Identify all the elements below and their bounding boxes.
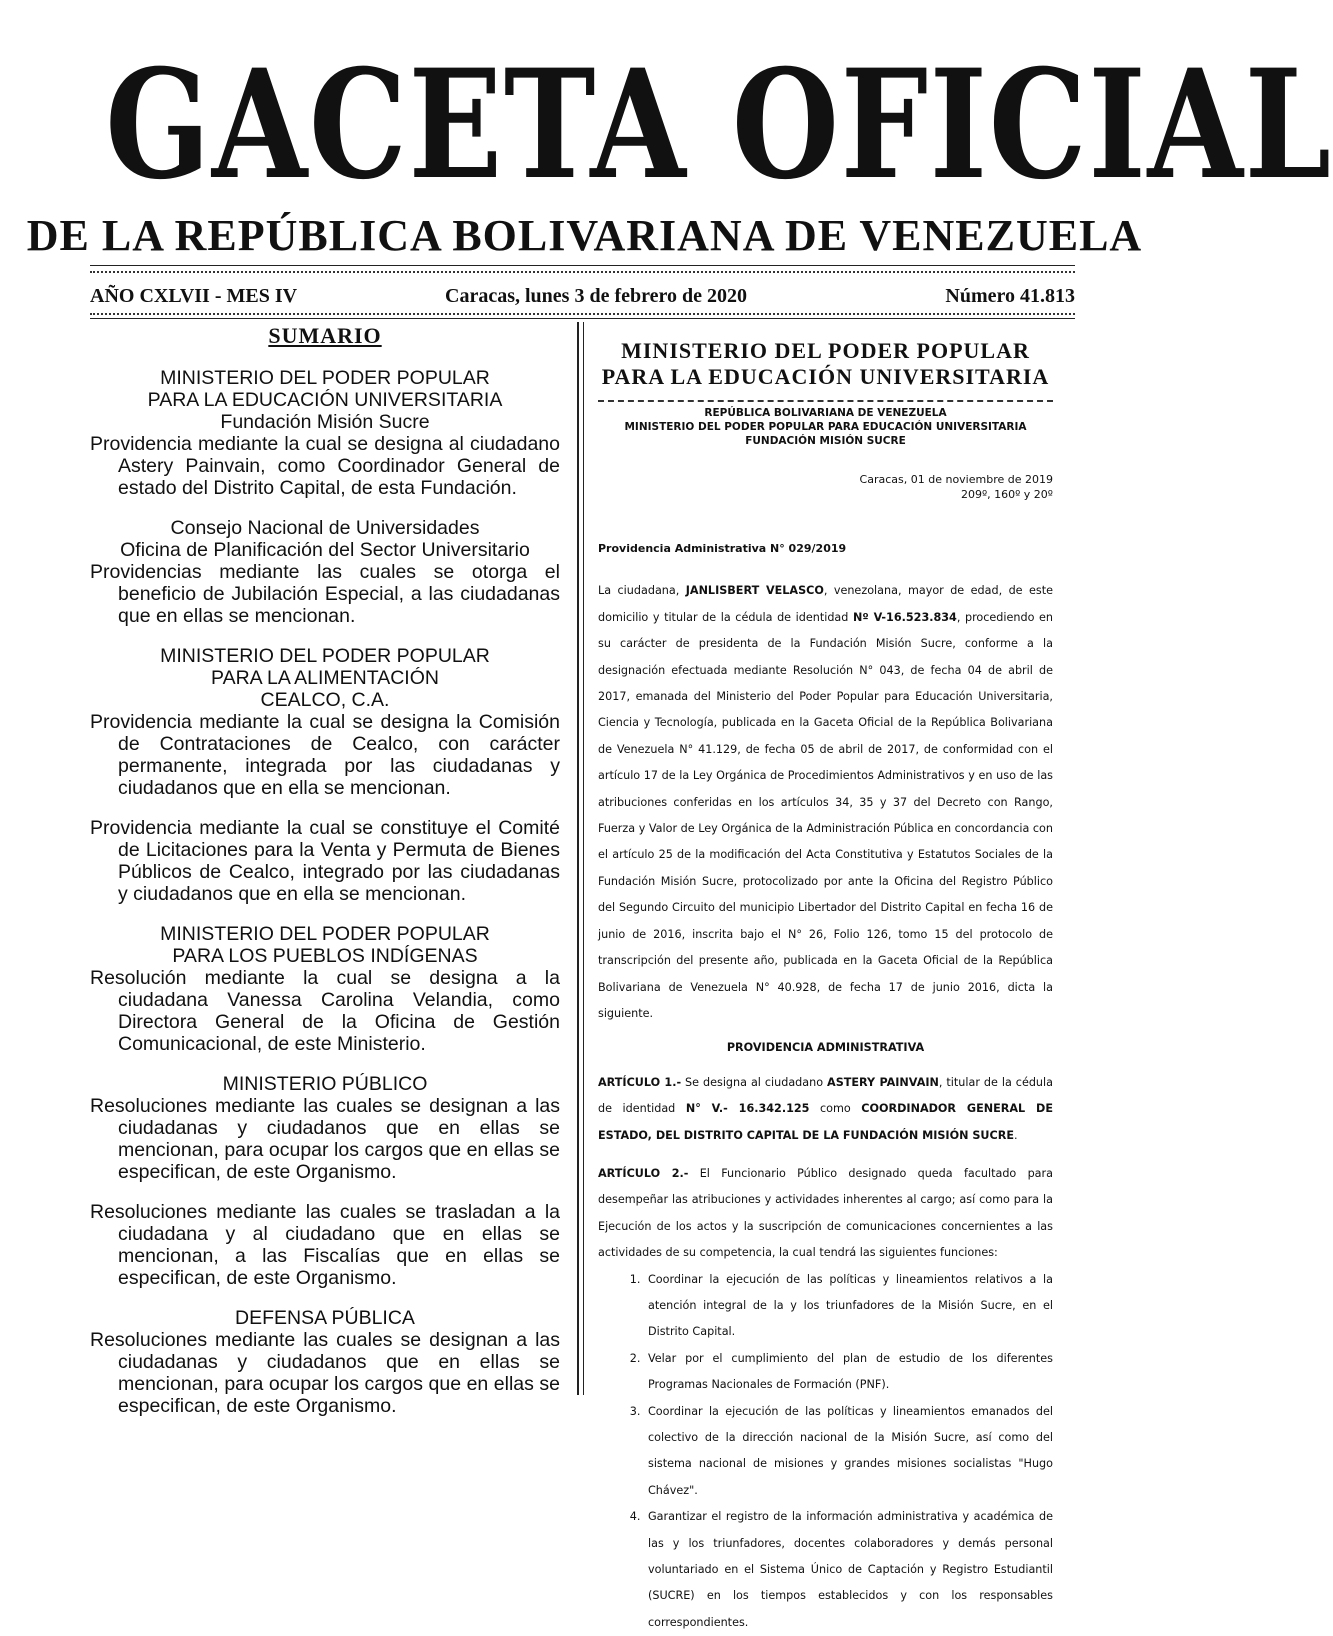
- sumario-entry: [90, 1329, 560, 1417]
- preamble-text: La ciudadana,: [598, 584, 686, 598]
- article-text: , titular de la cédula de identidad: [598, 1075, 1053, 1116]
- sumario-entry-text: Providencia mediante la cual se designa al ciudadano Astery Painvain, como Coordinador General de estado del Distrito Capital, de esta Fundación.: [90, 433, 560, 499]
- sumario-entry-text: Resoluciones mediante las cuales se designan a las ciudadanas y ciudadanos que en ellas se mencionan, para ocupar los cargos que en ellas se especifican, de este Organismo.: [90, 1329, 560, 1417]
- place-date: [598, 472, 1053, 502]
- sumario-entry-text: Resoluciones mediante las cuales se designan a las ciudadanas y ciudadanos que en ellas se mencionan, para ocupar los cargos que en ellas se especifican, de este Organismo.: [90, 1095, 560, 1183]
- preamble-name: JANLISBERT VELASCO: [685, 584, 824, 598]
- function-item: 1. Coordinar la ejecución de las políticas y lineamientos relativos a la atención integral de la y los triunfadores de la Misión Sucre, en el Distrito Capital.: [644, 1267, 1053, 1346]
- ministry-rule: [598, 400, 1053, 402]
- sumario-entity: CEALCO, C.A.: [260, 689, 390, 711]
- sumario-ministry: PARA LA ALIMENTACIÓN: [211, 667, 439, 689]
- preamble-paragraph: [598, 578, 1053, 1027]
- sumario-entity: Oficina de Planificación del Sector Universitario: [120, 539, 530, 561]
- letterhead-line: REPÚBLICA BOLIVARIANA DE VENEZUELA: [704, 407, 947, 419]
- content-column: [598, 338, 1053, 1636]
- article-text: El Funcionario Público designado queda facultado para desempeñar las atribuciones y actividades inherentes al cargo; así como para la Ejecución de los actos y la suscripción de comunicaciones concernientes a las actividades de su competencia, la cual tendrá las siguientes funciones:: [598, 1166, 1053, 1260]
- sumario-entry: [90, 967, 560, 1055]
- issue-dotted-rule: [90, 313, 1075, 315]
- sumario-entry-text: Providencia mediante la cual se constituye el Comité de Licitaciones para la Venta y Permuta de Bienes Públicos de Cealco, integrado por las ciudadanas y ciudadanos que en ella se mencionan.: [90, 817, 560, 905]
- article-id: N° V.- 16.342.125: [685, 1102, 810, 1116]
- sumario-entry: [90, 1095, 560, 1183]
- article-text: .: [1013, 1128, 1018, 1142]
- article-name: ASTERY PAINVAIN: [827, 1075, 939, 1089]
- column-divider: [577, 322, 579, 1395]
- article-1: [598, 1070, 1053, 1149]
- provision-number: Providencia Administrativa N° 029/2019: [598, 542, 847, 555]
- sumario-ministry: MINISTERIO DEL PODER POPULAR: [160, 645, 490, 667]
- article-text: como: [809, 1102, 862, 1116]
- issue-rule: [90, 318, 1075, 319]
- issue-line: [90, 285, 1075, 311]
- provision-heading: PROVIDENCIA ADMINISTRATIVA: [726, 1041, 925, 1055]
- date-text: Caracas, 01 de noviembre de 2019: [859, 473, 1053, 486]
- sumario-ministry: DEFENSA PÚBLICA: [235, 1307, 415, 1329]
- top-rule: [90, 265, 1075, 266]
- preamble-text: , procediendo en su carácter de presidenta de la Fundación Misión Sucre, conforme a la designación efectuada mediante Resolución N° 043, de fecha 04 de abril de 2017, emanada del Ministerio del Poder Popular para Educación Universitaria, Ciencia y Tecnología, publicada en la Gaceta Oficial de la República Bolivariana de Venezuela N° 41.129, de fecha 05 de abril de 2017, de conformidad con el artículo 17 de la Ley Orgánica de Procedimientos Administrativos y en uso de las atribuciones conferidas en los artículos 34, 35 y 37 del Decreto con Rango, Fuerza y Valor de Ley Orgánica de la Administración Pública en concordancia con el artículo 25 de la modificación del Acta Constitutiva y Estatutos Sociales de la Fundación Misión Sucre, protocolizado por ante la Oficina del Registro Público del Segundo Circuito del municipio Libertador del Distrito Capital en fecha 16 de junio de 2016, inscrita bajo el N° 26, Folio 126, tomo 15 del protocolo de transcripción del presente año, publicada en la Gaceta Oficial de la República Bolivariana de Venezuela N° 40.928, de fecha 17 de junio 2016, dicta la siguiente.: [598, 610, 1053, 1020]
- column-divider-inner: [583, 322, 584, 1395]
- sumario-entry: [90, 561, 560, 627]
- masthead-title: GACETA OFICIAL: [105, 37, 1333, 213]
- letterhead-line: MINISTERIO DEL PODER POPULAR PARA EDUCACIÓN UNIVERSITARIA: [624, 421, 1027, 433]
- sumario-entry: [90, 711, 560, 799]
- sumario-entry-text: Providencia mediante la cual se designa la Comisión de Contrataciones de Cealco, con carácter permanente, integrada por las ciudadanas y ciudadanos que en ella se mencionan.: [90, 711, 560, 799]
- article-role: COORDINADOR GENERAL DE ESTADO, DEL DISTRITO CAPITAL DE LA FUNDACIÓN MISIÓN SUCRE: [598, 1102, 1053, 1142]
- sumario-ministry: PARA LA EDUCACIÓN UNIVERSITARIA: [147, 389, 503, 411]
- article-label: ARTÍCULO 2.-: [598, 1166, 689, 1180]
- preamble-text: , venezolana, mayor de edad, de este domicilio y titular de la cédula de identidad: [598, 584, 1053, 624]
- issue-year-month: AÑO CXLVII - MES IV: [90, 285, 298, 307]
- issue-number: Número 41.813: [945, 285, 1075, 307]
- years-text: 209º, 160º y 20º: [960, 488, 1053, 501]
- sumario-ministry: MINISTERIO PÚBLICO: [222, 1073, 428, 1095]
- sumario-entry: [90, 1201, 560, 1289]
- function-item: 4. Garantizar el registro de la información administrativa y académica de las y los triunfadores, docentes colaboradores y demás personal voluntariado en el Sistema Único de Captación y Registro Estudiantil (SUCRE) en los tiempos establecidos y con los responsables correspondientes.: [644, 1504, 1053, 1636]
- function-item: 2. Velar por el cumplimiento del plan de estudio de los diferentes Programas Nacionales de Formación (PNF).: [644, 1346, 1053, 1399]
- article-2: [598, 1161, 1053, 1267]
- sumario-entry-text: Resoluciones mediante las cuales se trasladan a la ciudadana y al ciudadano que en ellas se mencionan, a las Fiscalías que en ellas se especifican, de este Organismo.: [90, 1201, 560, 1289]
- masthead-subtitle: DE LA REPÚBLICA BOLIVARIANA DE VENEZUELA: [26, 211, 1143, 260]
- function-item: 3. Coordinar la ejecución de las políticas y lineamientos emanados del colectivo de la dirección nacional de la Misión Sucre, así como del sistema nacional de misiones y grandes misiones socialistas "Hugo Chávez".: [644, 1399, 1053, 1505]
- sumario-ministry: MINISTERIO DEL PODER POPULAR: [160, 367, 490, 389]
- article-text: Se designa al ciudadano: [681, 1075, 828, 1089]
- sumario-title: SUMARIO: [268, 323, 382, 348]
- ministry-heading-line2: PARA LA EDUCACIÓN UNIVERSITARIA: [601, 364, 1050, 389]
- sumario-entity: Consejo Nacional de Universidades: [170, 517, 480, 539]
- preamble-id: Nº V-16.523.834: [852, 610, 957, 624]
- issue-date: Caracas, lunes 3 de febrero de 2020: [445, 285, 748, 307]
- sumario-column: [90, 325, 560, 1417]
- functions-list: [598, 1267, 1053, 1636]
- top-dotted-rule: [90, 271, 1075, 273]
- sumario-ministry: MINISTERIO DEL PODER POPULAR: [160, 923, 490, 945]
- sumario-entry-text: Providencias mediante las cuales se otorga el beneficio de Jubilación Especial, a las ciudadanas que en ellas se mencionan.: [90, 561, 560, 627]
- ministry-heading-line1: MINISTERIO DEL PODER POPULAR: [621, 338, 1030, 363]
- letterhead-line: FUNDACIÓN MISIÓN SUCRE: [745, 435, 906, 447]
- sumario-entry: [90, 817, 560, 905]
- sumario-entry: [90, 433, 560, 499]
- article-label: ARTÍCULO 1.-: [598, 1075, 682, 1089]
- sumario-entity: Fundación Misión Sucre: [220, 411, 430, 433]
- sumario-entry-text: Resolución mediante la cual se designa a la ciudadana Vanessa Carolina Velandia, como Directora General de la Oficina de Gestión Comunicacional, de este Ministerio.: [90, 967, 560, 1055]
- sumario-ministry: PARA LOS PUEBLOS INDÍGENAS: [172, 945, 478, 967]
